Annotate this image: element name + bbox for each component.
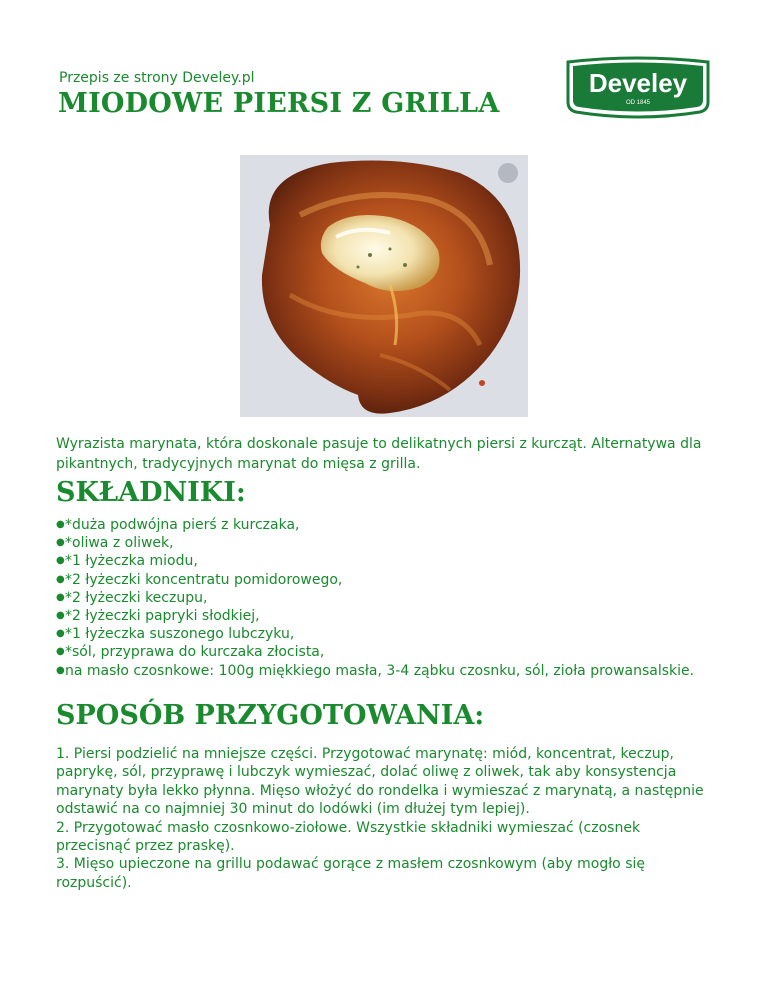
logo-since: OD 1845 — [625, 100, 651, 106]
bullet-icon: ● — [56, 628, 65, 640]
recipe-source: Przepis ze strony Develey.pl — [59, 70, 255, 86]
bullet-icon: ● — [56, 519, 65, 530]
logo-brand: Develey — [588, 68, 688, 98]
list-item: ●*2 łyżeczki papryki słodkiej, — [56, 607, 260, 624]
method-line: odstawić na co najmniej 30 minut do lodówki (im dłużej tym lepiej). — [56, 801, 530, 818]
bullet-icon: ● — [56, 591, 65, 603]
ingredients-list — [56, 516, 694, 680]
recipe-intro: Wyrazista marynata, która doskonale pasuje to delikatnych piersi z kurcząt. Alternatywa dla pikantnych, tradycyjnych marynat do mięsa z grilla. — [56, 436, 702, 472]
method-line: 3. Mięso upieczone na grillu podawać gorące z masłem czosnkowym (aby mogło się — [56, 856, 645, 873]
bullet-icon: ● — [56, 646, 65, 658]
method-line: marynaty była lekko płynna. Mięso włożyć do rondelka i wymieszać z marynatą, a następnie — [56, 782, 704, 799]
method-line: 1. Piersi podzielić na mniejsze części. Przygotować marynatę: miód, koncentrat, keczup, — [56, 746, 674, 762]
bullet-icon: ● — [56, 609, 65, 621]
bullet-icon: ● — [56, 573, 65, 585]
ingredients-heading: SKŁADNIKI: — [56, 477, 246, 508]
list-item: ●*1 łyżeczka suszonego lubczyku, — [56, 626, 295, 643]
bullet-icon: ● — [56, 555, 65, 567]
list-item: ●*oliwa z oliwek, — [56, 535, 174, 552]
develey-logo — [564, 56, 712, 120]
list-item: ●*duża podwójna pierś z kurczaka, — [56, 517, 300, 533]
method-line: paprykę, sól, przyprawę i lubczyk wymieszać, dolać oliwę z oliwek, tak aby konsystencja — [56, 764, 677, 781]
method-line: 2. Przygotować masło czosnkowo-ziołowe. Wszystkie składniki wymieszać (czosnek — [56, 819, 641, 836]
recipe-title: MIODOWE PIERSI Z GRILLA — [58, 88, 500, 119]
method-line: przecisnąć przez praskę). — [56, 838, 235, 855]
method-steps — [56, 745, 746, 892]
list-item: ●na masło czosnkowe: 100g miękkiego masła, 3-4 ząbku czosnku, sól, zioła prowansalskie. — [56, 662, 695, 679]
list-item: ●*2 łyżeczki koncentratu pomidorowego, — [56, 571, 343, 588]
list-item: ●*2 łyżeczki keczupu, — [56, 589, 208, 606]
bullet-icon: ● — [56, 664, 65, 676]
bullet-icon: ● — [56, 537, 65, 549]
list-item: ●*sól, przyprawa do kurczaka złocista, — [56, 644, 325, 661]
dish-photo — [240, 155, 528, 417]
method-heading: SPOSÓB PRZYGOTOWANIA: — [56, 700, 485, 731]
list-item: ●*1 łyżeczka miodu, — [56, 553, 198, 570]
method-line: rozpuścić). — [56, 874, 132, 891]
